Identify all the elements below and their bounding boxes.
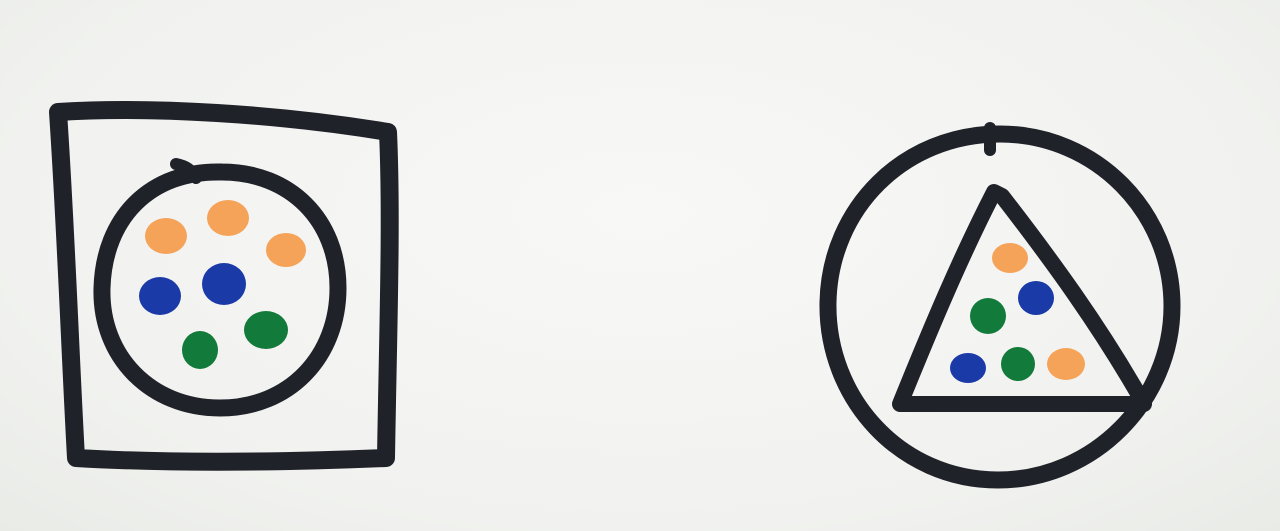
blue-dot xyxy=(950,353,986,383)
green-dot xyxy=(244,311,288,349)
orange-dot xyxy=(266,233,306,267)
circle-with-triangle-figure xyxy=(828,128,1172,480)
green-dot xyxy=(1001,347,1035,381)
green-dot xyxy=(970,298,1006,334)
green-dot xyxy=(182,331,218,369)
orange-dot xyxy=(1047,348,1085,380)
blue-dot xyxy=(139,277,181,315)
blue-dot xyxy=(202,263,246,305)
orange-dot xyxy=(207,200,249,236)
square-with-circle-figure xyxy=(58,110,390,462)
blue-dot xyxy=(1018,281,1054,315)
orange-dot xyxy=(992,243,1028,273)
orange-dot xyxy=(145,218,187,254)
